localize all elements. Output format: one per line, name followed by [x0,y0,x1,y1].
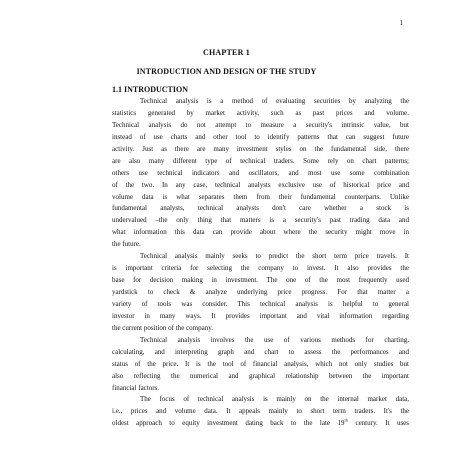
text-line: i.e., prices and volume data. It appeals mainly to short term traders. It's the [112,407,409,416]
ordinal-superscript: th [344,418,348,423]
text-line: instead of use charts and other tool to identify patterns that can suggest future [112,132,409,141]
text-line: Technical analysis is a method of evaluating securities by analyzing the [140,97,409,105]
text-line: of the two. In any case, technical analysts exclusive use of historical price and [112,180,409,189]
body-text [112,96,409,430]
text-line: investor in many ways. It provides important and vital information regarding [112,311,409,320]
text-line: Technical analysis involves the use of various methods for charting, [140,335,409,344]
section-heading: 1.1 INTRODUCTION [112,85,189,94]
text-line: is important criteria for selecting the company to invest. It also provides the [112,264,409,273]
text-line-final [112,418,409,430]
chapter-heading: CHAPTER 1 [203,48,250,57]
text-line: Technical analysis do not attempt to measure a security's intrinsic value, but [112,120,409,129]
text-line: statistics generated by market activity, such as past prices and volume. [112,108,409,117]
page-number: 1 [399,19,403,27]
text-fragment: century. It uses [348,419,409,428]
text-fragment: oldest approach to equity investment dating back to the late 19 [112,419,345,428]
text-line: are also many different type of technical traders. Some rely on chart patterns; [112,156,409,165]
text-line: variety of tools was consider. This technical analysis is helpful to general [112,299,409,308]
text-line: fundamental analysts, technical analysts don't care whether a stock is [112,204,409,213]
text-line: also reflecting the numerical and graphical relationship between the important [112,371,409,380]
text-line: calculating, and interpreting graph and chart to assess the performances and [112,347,409,356]
text-line: the current position of the company. [112,323,214,332]
text-line: the future. [112,240,141,249]
text-line: volume data is what separates them from their fundamental counterparts. Unlike [112,192,409,201]
text-line: Technical analysis mainly seeks to predict the short term price travels. It [140,252,409,261]
chapter-title: INTRODUCTION AND DESIGN OF THE STUDY [136,67,317,76]
text-line: The focus of technical analysis is mainly on the internal market data, [140,395,409,404]
text-line: activity. Just as there are many investment styles on the fundamental side, there [112,144,409,153]
text-line: others use technical indicators and oscillators, and most use some combination [112,168,409,177]
text-line: yardstick to check & analyze underlying price progress. For that matter a [112,288,409,296]
text-line: what information this data can provide about where the security might move in [112,228,409,237]
text-line: financial factors. [112,383,160,392]
text-line: base for decision making in investment. The one of the most frequently used [112,276,409,285]
text-line: undervalued –the only thing that matters is a security's past trading data and [112,216,409,225]
text-line: status of the price. It is the tool of financial analysis, which not only studies but [112,359,409,368]
